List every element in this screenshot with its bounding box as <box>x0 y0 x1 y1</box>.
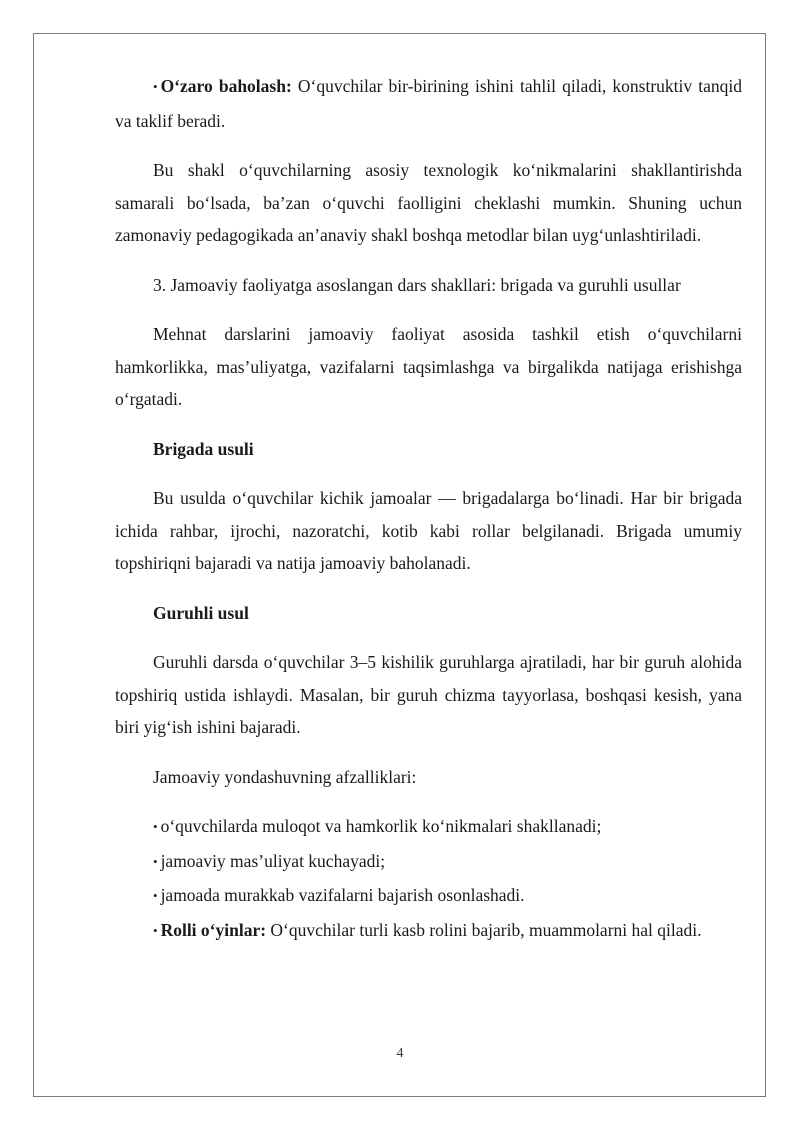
subheading-brigade-method <box>115 433 742 466</box>
document-body <box>115 70 742 948</box>
section-heading-collective-lessons: 3. Jamoaviy faoliyatga asoslangan dars shakllari: brigada va guruhli usullar <box>153 274 681 295</box>
term-peer-assessment: O‘zaro baholash: <box>160 76 292 96</box>
list-item <box>115 879 742 914</box>
brigade-method-title: Brigada usuli <box>153 438 254 459</box>
role-play-text: O‘quvchilar turli kasb rolini bajarib, muammolarni hal qiladi. <box>266 919 702 940</box>
bullet-icon: • <box>153 922 158 938</box>
paragraph-group-method: Guruhli darsda o‘quvchilar 3–5 kishilik guruhlarga ajratiladi, har bir guruh alohida topshiriq ustida ishlaydi. Masalan, bir guruh chizma tayyorlasa, boshqasi kesish, yana biri yig‘ish ishini bajaradi. <box>115 652 742 737</box>
list-item-text: jamoada murakkab vazifalarni bajarish osonlashadi. <box>160 885 525 905</box>
bullet-paragraph-role-play <box>115 914 742 949</box>
bullet-icon: • <box>153 819 158 834</box>
list-item-text: o‘quvchilarda muloqot va hamkorlik ko‘nikmalari shakllanadi; <box>160 816 602 836</box>
bullet-icon: • <box>153 853 158 869</box>
list-item <box>115 845 742 880</box>
bullet-paragraph-peer-assessment <box>115 70 742 137</box>
paragraph-advantages-intro: Jamoaviy yondashuvning afzalliklari: <box>153 766 417 787</box>
list-item-text: jamoaviy mas’uliyat kuchayadi; <box>160 850 386 871</box>
term-role-play: Rolli o‘yinlar: <box>160 919 267 940</box>
peer-assessment-text: O‘quvchilar bir-birining ishini tahlil qiladi, konstruktiv tanqid va taklif beradi. <box>115 76 742 131</box>
paragraph-brigade-method: Bu usulda o‘quvchilar kichik jamoalar — brigadalarga bo‘linadi. Har bir brigada ichida rahbar, ijrochi, nazoratchi, kotib kabi rollar belgilanadi. Brigada umumiy topshiriqni bajaradi va natija jamoaviy baholanadi. <box>115 488 742 573</box>
paragraph-collective-activity: Mehnat darslarini jamoaviy faoliyat asosida tashkil etish o‘quvchilarni hamkorlikka, mas’uliyatga, vazifalarni taqsimlashga va birgalikda natijaga erishishga o‘rgatadi. <box>115 324 742 409</box>
bullet-icon: • <box>153 79 158 94</box>
subheading-group-method <box>115 597 742 630</box>
page-number: 4 <box>396 1046 404 1061</box>
paragraph-traditional-form: Bu shakl o‘quvchilarning asosiy texnologik ko‘nikmalarini shakllantirishda samarali bo‘lsada, ba’zan o‘quvchi faolligini cheklashi mumkin. Shuning uchun zamonaviy pedagogikada an’anaviy shakl boshqa metodlar bilan uyg‘unlashtiriladi. <box>115 160 742 245</box>
bullet-icon: • <box>153 888 158 903</box>
list-item <box>115 810 742 845</box>
group-method-title: Guruhli usul <box>153 602 249 623</box>
